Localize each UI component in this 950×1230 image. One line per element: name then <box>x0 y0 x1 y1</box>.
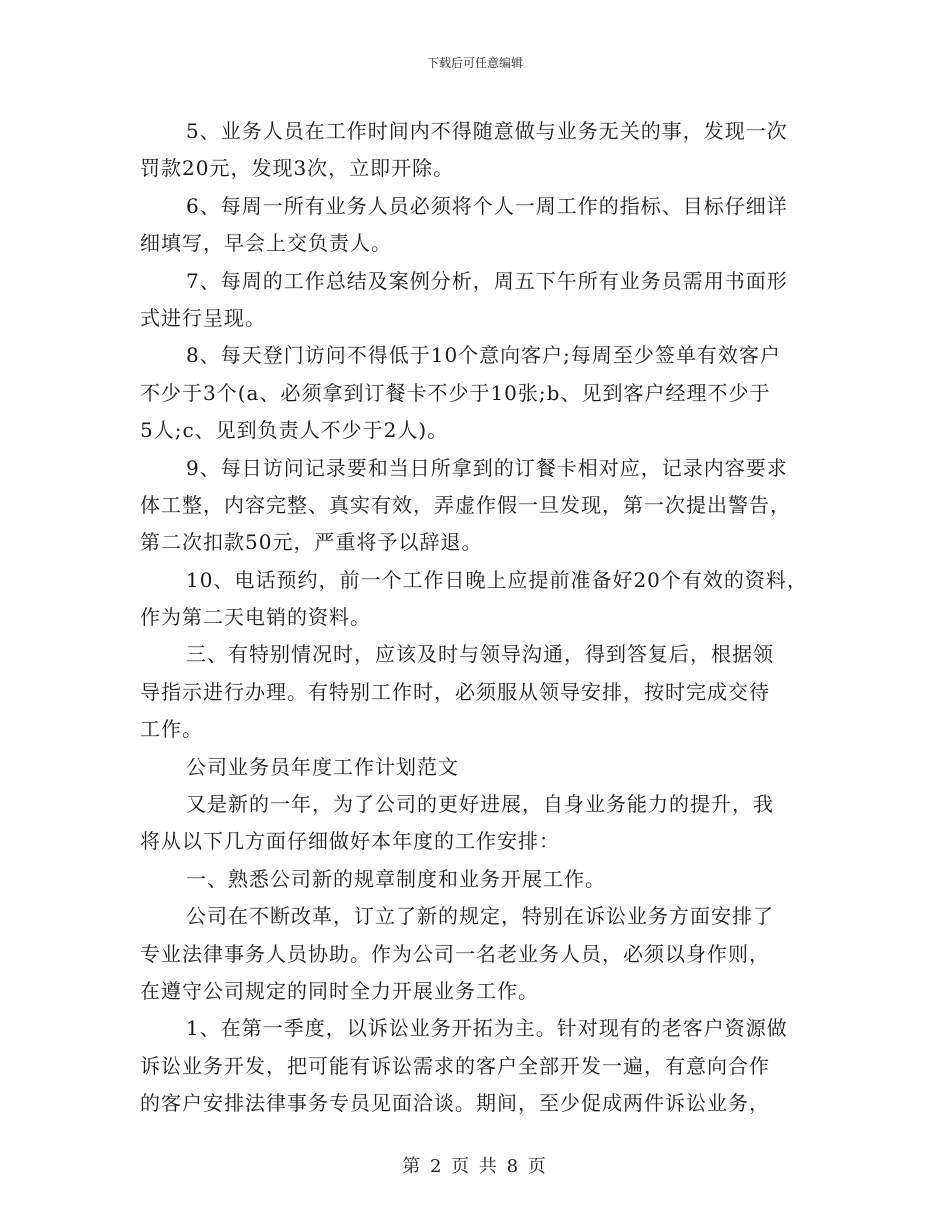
text-line: 罚款20元，发现3次，立即开除。 <box>140 156 455 181</box>
text-line: 又是新的一年，为了公司的更好进展，自身业务能力的提升，我 <box>186 792 774 817</box>
text-line: 式进行呈现。 <box>140 305 266 330</box>
text-line: 专业法律事务人员协助。作为公司一名老业务人员，必须以身作则， <box>140 941 770 966</box>
text-line: 5、业务人员在工作时间内不得随意做与业务无关的事，发现一次 <box>186 119 788 143</box>
text-line: 将从以下几方面仔细做好本年度的工作安排： <box>140 829 560 854</box>
text-line: 9、每日访问记录要和当日所拿到的订餐卡相对应，记录内容要求 <box>186 455 788 480</box>
text-line: 6、每周一所有业务人员必须将个人一周工作的指标、目标仔细详 <box>186 193 788 218</box>
page-header: 下载后可任意编辑 <box>426 56 523 70</box>
page-footer: 第 2 页 共 8 页 <box>402 1156 548 1177</box>
text-line: 工作。 <box>140 717 203 742</box>
text-line: 8、每天登门访问不得低于10个意向客户;每周至少签单有效客户 <box>186 343 781 368</box>
text-line: 公司业务员年度工作计划范文 <box>186 754 459 779</box>
text-line: 10、电话预约，前一个工作日晚上应提前准备好20个有效的资料， <box>186 567 808 592</box>
text-line: 体工整，内容完整、真实有效，弄虚作假一旦发现，第一次提出警告， <box>140 492 791 517</box>
text-line: 诉讼业务开发，把可能有诉讼需求的客户全部开发一遍，有意向合作 <box>140 1053 770 1078</box>
text-line: 7、每周的工作总结及案例分析，周五下午所有业务员需用书面形 <box>186 268 788 293</box>
text-line: 三、有特别情况时，应该及时与领导沟通，得到答复后，根据领 <box>186 642 774 667</box>
text-line: 公司在不断改革，订立了新的规定，特别在诉讼业务方面安排了 <box>186 904 774 929</box>
text-line: 一、熟悉公司新的规章制度和业务开展工作。 <box>186 866 606 891</box>
text-line: 作为第二天电销的资料。 <box>140 605 371 630</box>
text-line: 在遵守公司规定的同时全力开展业务工作。 <box>140 978 539 1003</box>
text-line: 导指示进行办理。有特别工作时，必须服从领导安排，按时完成交待 <box>140 679 770 704</box>
text-line: 5人;c、见到负责人不少于2人)。 <box>140 418 449 443</box>
text-line: 细填写，早会上交负责人。 <box>140 231 392 256</box>
text-line: 第二次扣款50元，严重将予以辞退。 <box>140 530 483 555</box>
text-line: 的客户安排法律事务专员见面洽谈。期间，至少促成两件诉讼业务， <box>140 1091 770 1116</box>
document-body <box>140 113 820 1123</box>
text-line: 1、在第一季度，以诉讼业务开拓为主。针对现有的老客户资源做 <box>186 1016 788 1041</box>
text-line: 不少于3个(a、必须拿到订餐卡不少于10张;b、见到客户经理不少于 <box>140 380 771 405</box>
